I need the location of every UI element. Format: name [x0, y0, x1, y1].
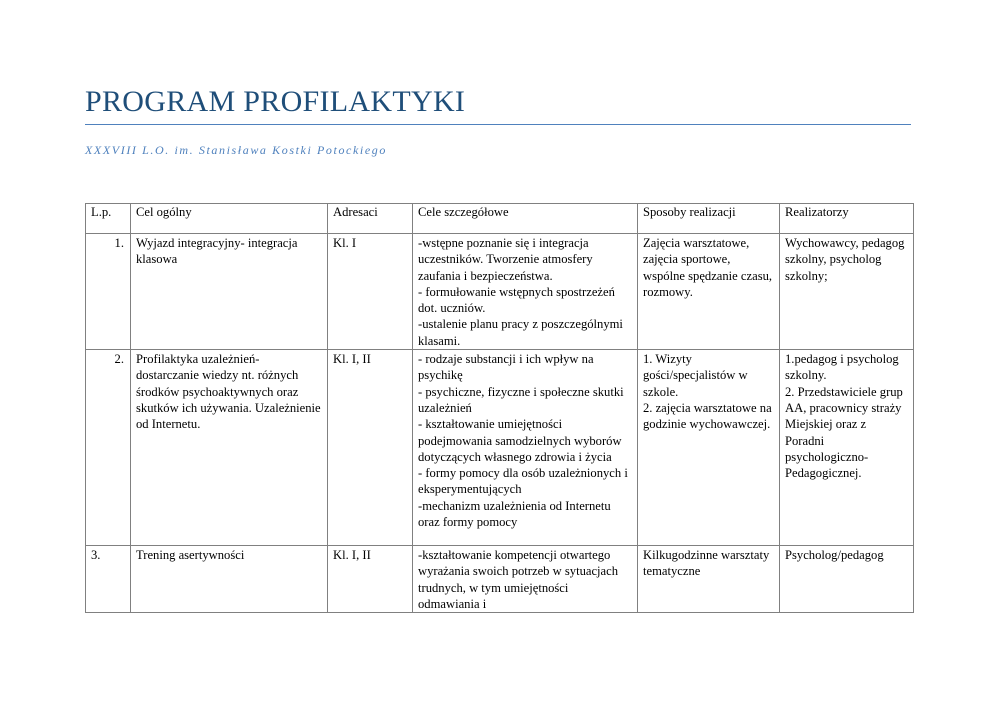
school-subtitle: XXXVIII L.O. im. Stanisława Kostki Potockiego — [85, 143, 387, 157]
cell-adresaci: Kl. I — [328, 234, 413, 350]
cell-sposoby-realizacji: Kilkugodzinne warsztaty tematyczne — [638, 546, 780, 613]
column-header-cele-szczegolowe: Cele szczegółowe — [413, 204, 638, 234]
cell-sposoby-realizacji: Zajęcia warsztatowe, zajęcia sportowe, wspólne spędzanie czasu, rozmowy. — [638, 234, 780, 350]
cell-cele-szczegolowe: - rodzaje substancji i ich wpływ na psychikę - psychiczne, fizyczne i społeczne skutki uzależnień - kształtowanie umiejętności podejmowania samodzielnych wyborów dotyczących własnego zdrowia i życia - formy pomocy dla osób uzależnionych i eksperymentujących -mechanizm uzależnienia od Internetu oraz formy pomocy — [413, 350, 638, 546]
cell-realizatorzy: Wychowawcy, pedagog szkolny, psycholog szkolny; — [780, 234, 914, 350]
table-row — [86, 546, 914, 613]
table-row — [86, 350, 914, 546]
cell-cele-szczegolowe: -kształtowanie kompetencji otwartego wyrażania swoich potrzeb w sytuacjach trudnych, w tym umiejętności odmawiania i — [413, 546, 638, 613]
page-title: PROGRAM PROFILAKTYKI — [85, 85, 466, 118]
column-header-lp: L.p. — [86, 204, 131, 234]
column-header-cel-ogolny: Cel ogólny — [131, 204, 328, 234]
row-number: 1. — [86, 234, 131, 350]
row-number: 2. — [86, 350, 131, 546]
table-row — [86, 234, 914, 350]
cell-cel-ogolny: Wyjazd integracyjny- integracja klasowa — [131, 234, 328, 350]
column-header-sposoby-realizacji: Sposoby realizacji — [638, 204, 780, 234]
cell-realizatorzy: Psycholog/pedagog — [780, 546, 914, 613]
cell-realizatorzy: 1.pedagog i psycholog szkolny. 2. Przedstawiciele grup AA, pracownicy straży Miejskiej oraz z Poradni psychologiczno-Pedagogicznej. — [780, 350, 914, 546]
cell-cel-ogolny: Trening asertywności — [131, 546, 328, 613]
row-number: 3. — [86, 546, 131, 613]
table-header-row — [86, 204, 914, 234]
cell-adresaci: Kl. I, II — [328, 546, 413, 613]
cell-cele-szczegolowe: -wstępne poznanie się i integracja uczestników. Tworzenie atmosfery zaufania i bezpieczeństwa. - formułowanie wstępnych spostrzeżeń dot. uczniów. -ustalenie planu pracy z poszczególnymi klasami. — [413, 234, 638, 350]
title-underline — [85, 124, 911, 125]
column-header-adresaci: Adresaci — [328, 204, 413, 234]
cell-cel-ogolny: Profilaktyka uzależnień- dostarczanie wiedzy nt. różnych środków psychoaktywnych oraz skutków ich używania. Uzależnienie od Internetu. — [131, 350, 328, 546]
prevention-program-table — [85, 203, 914, 613]
column-header-realizatorzy: Realizatorzy — [780, 204, 914, 234]
cell-sposoby-realizacji: 1. Wizyty gości/specjalistów w szkole. 2. zajęcia warsztatowe na godzinie wychowawczej. — [638, 350, 780, 546]
cell-adresaci: Kl. I, II — [328, 350, 413, 546]
